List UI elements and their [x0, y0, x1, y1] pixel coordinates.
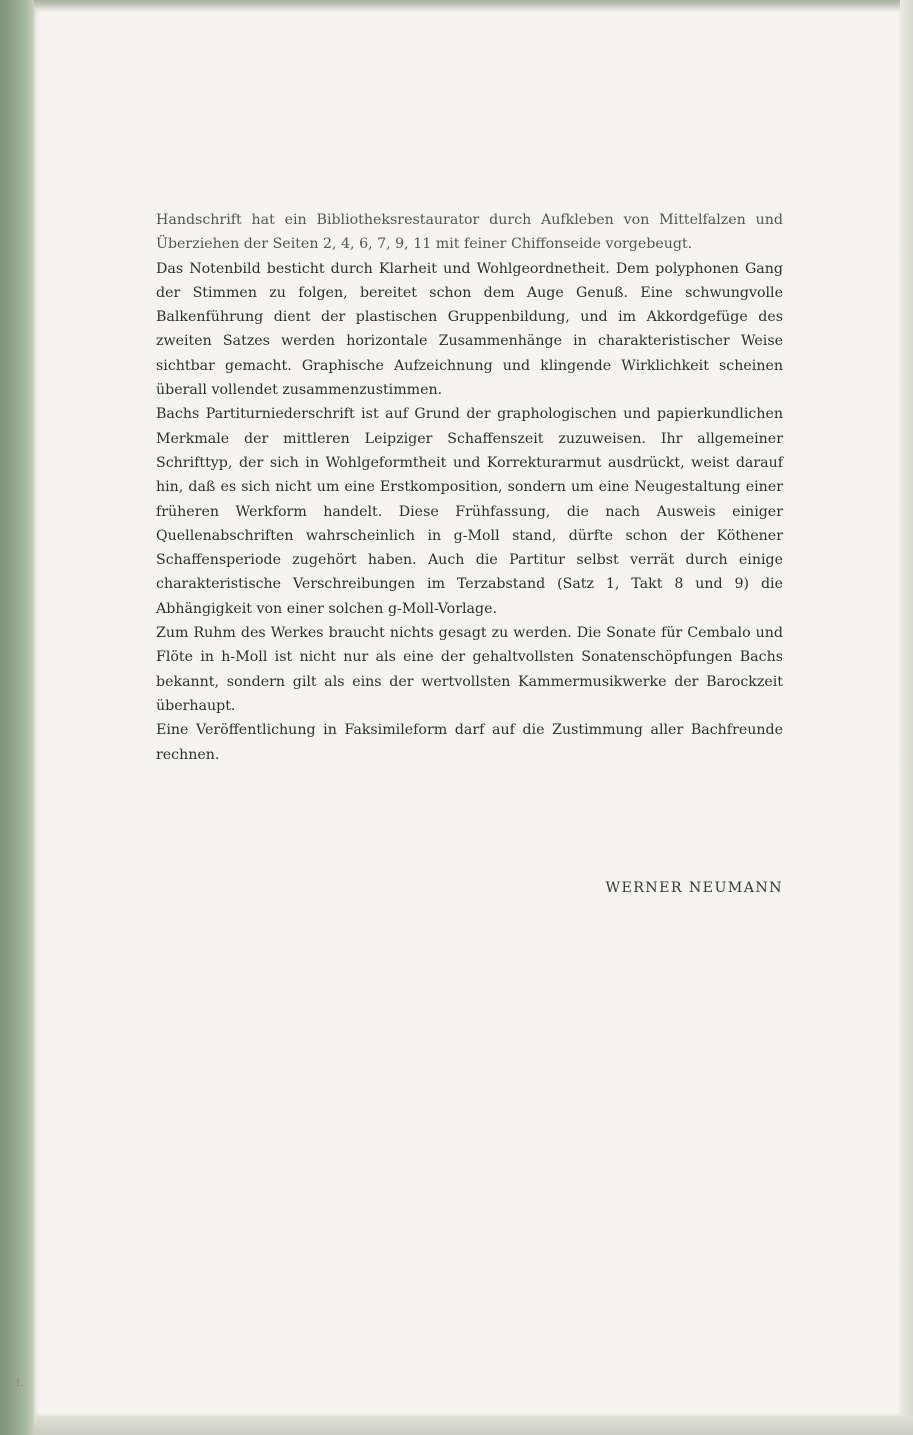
- paragraph-dating: Bachs Partiturniederschrift ist auf Grund der graphologischen und papierkundlichen Merkmale der mittleren Leipziger Schaffenszeit zuzuweisen. Ihr allgemeiner Schrifttyp, der sich in Wohlgeformtheit und Korrekturarmut ausdrückt, weist darauf hin, daß es sich nicht um eine Erstkomposition, sondern um eine Neugestaltung einer früheren Werkform handelt. Diese Frühfassung, die nach Ausweis einiger Quellenabschriften wahrscheinlich in g-Moll stand, dürfte schon der Köthener Schaffensperiode zugehört haben. Auch die Partitur selbst verrät durch einige charakteristische Verschreibungen im Terzabstand (Satz 1, Takt 8 und 9) die Abhängigkeit von einer solchen g-Moll-Vorlage.: [156, 406, 783, 617]
- book-spine: [0, 0, 34, 1435]
- author-signature: WERNER NEUMANN: [605, 880, 783, 896]
- page-bottom-edge: [34, 1416, 913, 1435]
- paragraph-restoration: Handschrift hat ein Bibliotheksrestaurator durch Aufkleben von Mittelfalzen und Überziehen der Seiten 2, 4, 6, 7, 9, 11 mit feiner Chiffonseide vorgebeugt.: [156, 212, 783, 253]
- page-top-edge: [34, 0, 913, 10]
- body-text: [156, 208, 783, 767]
- paragraph-fame: Zum Ruhm des Werkes braucht nichts gesagt zu werden. Die Sonate für Cembalo und Flöte in h-Moll ist nicht nur als eine der gehaltvollsten Sonatenschöpfungen Bachs bekannt, sondern gilt als eins der wertvollsten Kammermusikwerke der Barockzeit überhaupt.: [156, 625, 783, 714]
- page-right-edge: [900, 0, 913, 1435]
- paragraph-notation: Das Notenbild besticht durch Klarheit und Wohlgeordnetheit. Dem polyphonen Gang der Stimmen zu folgen, bereitet schon dem Auge Genuß. Eine schwungvolle Balkenführung dient der plastischen Gruppenbildung, und im Akkordgefüge des zweiten Satzes werden horizontale Zusammenhänge in charakteristischer Weise sichtbar gemacht. Graphische Aufzeichnung und klingende Wirklichkeit scheinen überall vollendet zusammenzustimmen.: [156, 260, 783, 399]
- paragraph-facsimile: Eine Veröffentlichung in Faksimileform darf auf die Zustimmung aller Bachfreunde rechnen.: [156, 722, 783, 763]
- corner-mark: L: [16, 1378, 23, 1389]
